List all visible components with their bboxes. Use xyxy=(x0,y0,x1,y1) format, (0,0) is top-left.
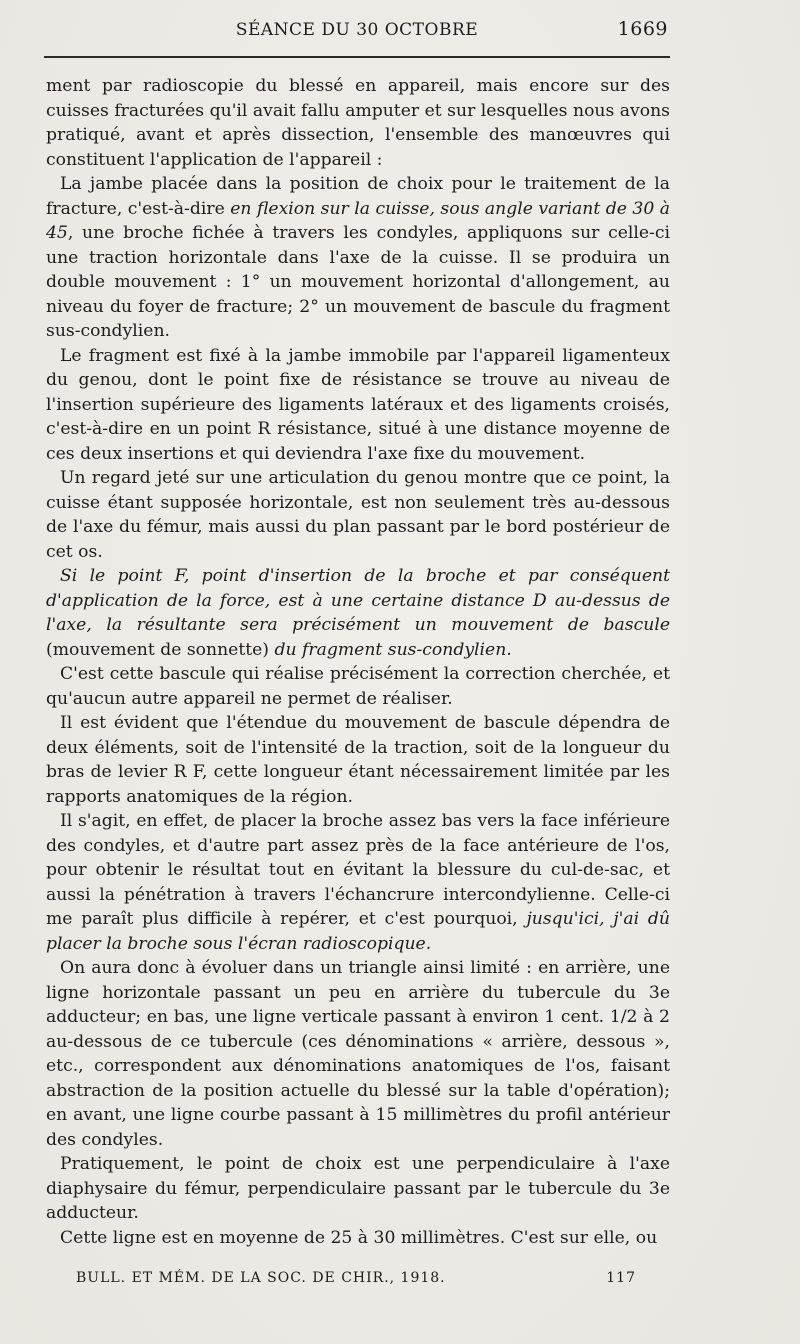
paragraph-5: Si le point F, point d'insertion de la broche et par conséquent d'application de la force, est à une certaine distance D au-dessus de l'axe, la résultante sera précisément un mouvement de bascule (mouvement de sonnette) du fragment sus-condylien. xyxy=(46,566,670,660)
paragraph-9: On aura donc à évoluer dans un triangle ainsi limité : en arrière, une ligne horizontale passant un peu en arrière du tubercule du 3e adducteur; en bas, une ligne verticale passant à environ 1 cent. 1/2 à 2 au-dessous de ce tubercule (ces dénominations « arrière, dessous », etc., correspondent aux dénominations anatomiques de l'os, faisant abstraction de la position actuelle du blessé sur la table d'opération); en avant, une ligne courbe passant à 15 millimètres du profil antérieur des condyles. xyxy=(46,958,670,1150)
page-footer xyxy=(76,1270,636,1294)
running-title: SÉANCE DU 30 OCTOBRE xyxy=(235,20,479,40)
sheet-number: 117 xyxy=(606,1270,636,1286)
running-header xyxy=(44,16,670,46)
header-rule xyxy=(44,56,670,58)
journal-reference: BULL. ET MÉM. DE LA SOC. DE CHIR., 1918. xyxy=(76,1270,446,1286)
paragraph-4: Un regard jeté sur une articulation du genou montre que ce point, la cuisse étant supposée horizontale, est non seulement très au-dessous de l'axe du fémur, mais aussi du plan passant par le bord postérieur de cet os. xyxy=(46,468,670,562)
paragraph-10: Pratiquement, le point de choix est une perpendiculaire à l'axe diaphysaire du fémur, perpendiculaire passant par le tubercule du 3e adducteur. xyxy=(46,1154,670,1223)
paragraph-3: Le fragment est fixé à la jambe immobile par l'appareil ligamenteux du genou, dont le point fixe de résistance se trouve au niveau de l'insertion supérieure des ligaments latéraux et des ligaments croisés, c'est-à-dire en un point R résistance, situé à une distance moyenne de ces deux insertions et qui deviendra l'axe fixe du mouvement. xyxy=(46,345,670,464)
paragraph-8: Il s'agit, en effet, de placer la broche assez bas vers la face inférieure des condyles, et d'autre part assez près de la face antérieure de l'os, pour obtenir le résultat tout en évitant la blessure du cul-de-sac, et aussi la pénétration à travers l'échancrure intercondylienne. Celle-ci me paraît plus difficile à repérer, et c'est pourquoi, jusqu'ici, j'ai dû placer la broche sous l'écran radioscopique. xyxy=(46,811,670,954)
paragraph-7: Il est évident que l'étendue du mouvement de bascule dépendra de deux éléments, soit de l'intensité de la traction, soit de la longueur du bras de levier R F, cette longueur étant nécessairement limitée par les rapports anatomiques de la région. xyxy=(46,713,670,807)
paragraph-6: C'est cette bascule qui réalise précisément la correction cherchée, et qu'aucun autre appareil ne permet de réaliser. xyxy=(46,664,670,709)
paragraph-11: Cette ligne est en moyenne de 25 à 30 millimètres. C'est sur elle, ou xyxy=(60,1227,658,1248)
paragraph-2: La jambe placée dans la position de choix pour le traitement de la fracture, c'est-à-dire en flexion sur la cuisse, sous angle variant de 30 à 45, une broche fichée à travers les condyles, appliquons sur celle-ci une traction horizontale dans l'axe de la cuisse. Il se produira un double mouvement : 1° un mouvement horizontal d'allongement, au niveau du foyer de fracture; 2° un mouvement de bascule du fragment sus-condylien. xyxy=(46,174,670,341)
page-number: 1669 xyxy=(617,18,668,40)
body-text xyxy=(46,74,670,1250)
paragraph-1: ment par radioscopie du blessé en appareil, mais encore sur des cuisses fracturées qu'il avait fallu amputer et sur lesquelles nous avons pratiqué, avant et après dissection, l'ensemble des manœuvres qui constituent l'application de l'appareil : xyxy=(46,76,670,170)
